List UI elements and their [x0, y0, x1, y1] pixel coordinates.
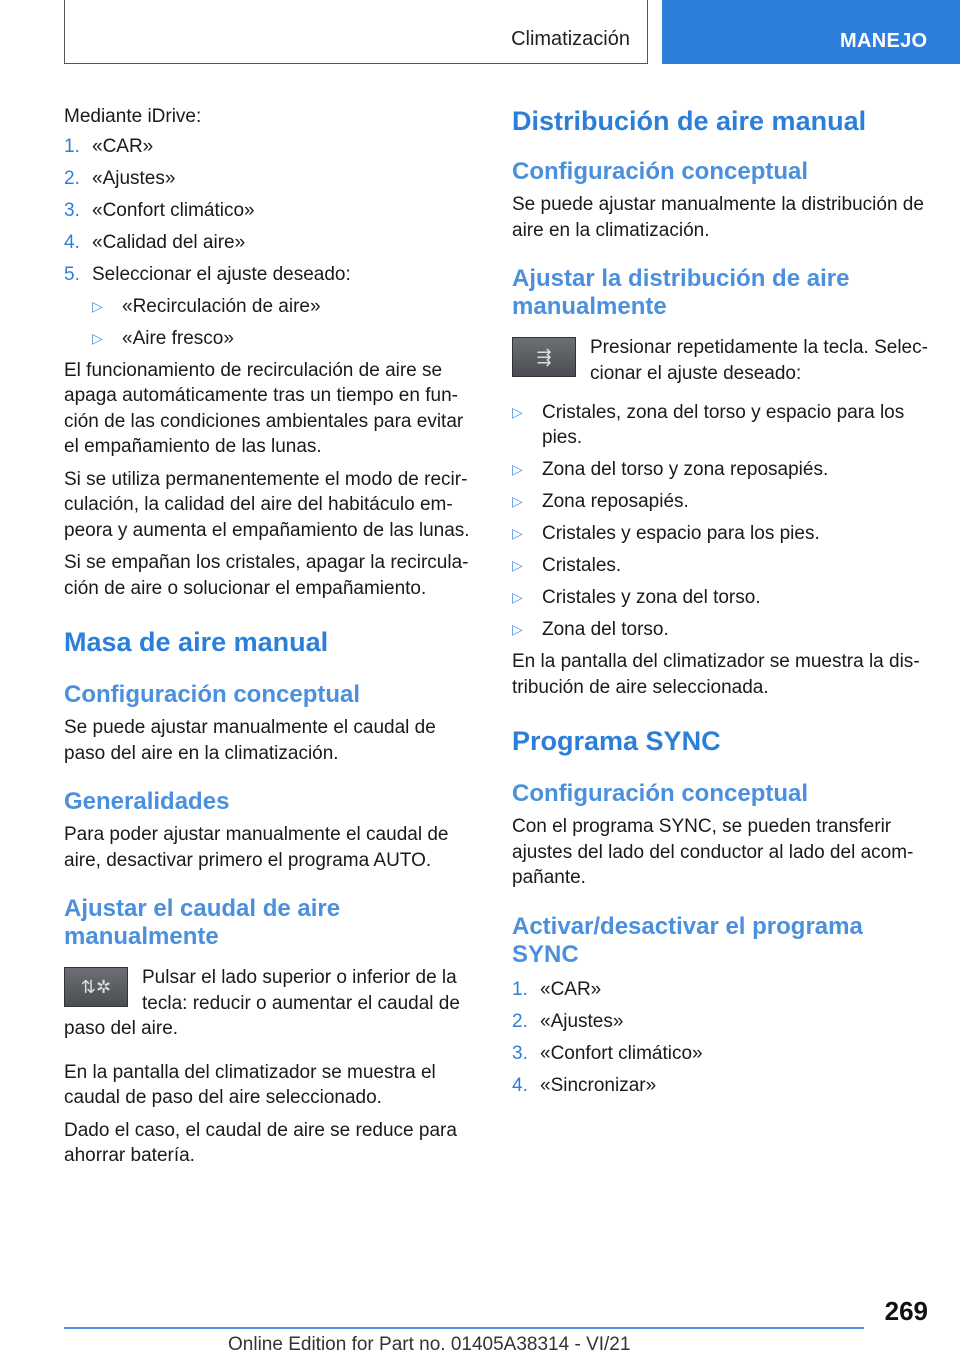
paragraph: En la pantalla del climatizador se muestra el caudal de paso del aire seleccionado.	[64, 1061, 436, 1108]
page-number: 269	[884, 1296, 928, 1326]
list-item: ▷ Zona del torso.	[512, 619, 669, 640]
paragraph: En la pantalla del climatizador se muestra la distribución de aire seleccionada.	[512, 651, 920, 698]
list-item: ▷ «Aire fresco»	[92, 327, 234, 349]
list-item	[512, 1073, 932, 1098]
paragraph: Pulsar el lado superior o inferior de la tecla: reducir o aumentar el caudal de paso del aire.	[64, 967, 460, 1039]
list-item: ▷ Cristales.	[512, 555, 622, 576]
step-text: «CAR»	[92, 135, 154, 157]
paragraph: Se puede ajustar manualmente el caudal de paso del aire en la climatización.	[64, 717, 436, 764]
list-item: ▷ Cristales y espacio para los pies.	[512, 523, 820, 544]
air-distribution-button-icon: ⇶	[512, 337, 576, 377]
edition-text: Online Edition for Part no. 01405A38314 - VI/21	[228, 1334, 631, 1355]
list-item: ▷ «Recirculación de aire»	[92, 295, 321, 317]
paragraph: Presionar repetidamente la tecla. Seleccionar el ajuste deseado:	[590, 337, 928, 384]
list-item	[64, 134, 476, 159]
sync-steps	[512, 977, 932, 1098]
step-number: 2.	[64, 167, 80, 189]
step-text: «Calidad del aire»	[92, 231, 246, 253]
step-text: «Ajustes»	[540, 1010, 624, 1032]
list-item	[64, 262, 476, 287]
step-number: 4.	[512, 1074, 528, 1096]
footer-divider	[64, 1327, 864, 1329]
step-number: 4.	[64, 231, 80, 253]
bullet-triangle-icon: ▷	[512, 461, 523, 477]
step-text: «Confort climático»	[92, 199, 255, 221]
list-item: ▷ Zona del torso y zona reposapiés.	[512, 459, 829, 480]
bullet-triangle-icon: ▷	[512, 557, 523, 573]
bullet-triangle-icon: ▷	[512, 525, 523, 541]
list-item	[512, 1041, 932, 1066]
paragraph: Dado el caso, el caudal de aire se reduce para ahorrar batería.	[64, 1119, 457, 1166]
distribution-options	[512, 400, 932, 642]
bullet-triangle-icon: ▷	[92, 329, 103, 346]
paragraph: Se puede ajustar manualmente la distribución de aire en la climatización.	[512, 194, 924, 241]
list-item: ▷ Cristales y zona del torso.	[512, 587, 761, 608]
paragraph: Si se utiliza permanentemente el modo de recirculación, la calidad del aire del habitáculo empeora y aumenta el empañamiento de las lunas.	[64, 468, 470, 541]
subsection-heading: Activar/desactivar el programa SYNC	[512, 912, 863, 968]
fan-button-icon: ⇅✲	[64, 967, 128, 1007]
right-column	[512, 104, 932, 1105]
step-text: «Confort climático»	[540, 1042, 703, 1064]
list-item	[64, 166, 476, 191]
bullet-triangle-icon: ▷	[512, 621, 523, 637]
paragraph: El funcionamiento de recirculación de aire se apaga automáticamente tras un tiempo en función de las condiciones ambientales para evitar el empañamiento de las lunas.	[64, 359, 464, 457]
step-text: «Sincronizar»	[540, 1074, 657, 1096]
step-text: «Ajustes»	[92, 167, 176, 189]
subsection-heading: Configuración conceptual	[512, 780, 809, 807]
subsection-heading: Ajustar la distribución de aire manualmente	[512, 265, 850, 320]
intro-text: Mediante iDrive:	[64, 106, 202, 127]
section-title: Climatización	[511, 28, 630, 50]
bullet-triangle-icon: ▷	[512, 493, 523, 509]
step-text: Seleccionar el ajuste deseado:	[92, 263, 351, 285]
left-column	[64, 104, 476, 1169]
chapter-tab[interactable]: MANEJO	[662, 0, 960, 64]
step-number: 5.	[64, 263, 80, 285]
section-heading: Programa SYNC	[512, 726, 721, 756]
list-item: ▷ Zona reposapiés.	[512, 491, 689, 512]
list-item	[64, 198, 476, 223]
bullet-triangle-icon: ▷	[512, 589, 523, 605]
bullet-triangle-icon: ▷	[92, 297, 103, 314]
subsection-heading: Configuración conceptual	[64, 681, 361, 708]
paragraph: Con el programa SYNC, se pueden transferir ajustes del lado del conductor al lado del acompañante.	[512, 816, 914, 888]
list-item	[512, 977, 932, 1002]
section-heading: Masa de aire manual	[64, 627, 329, 657]
step-text: «CAR»	[540, 978, 602, 1000]
section-heading: Distribución de aire manual	[512, 106, 867, 136]
paragraph: Para poder ajustar manualmente el caudal de aire, desactivar primero el programa AUTO.	[64, 824, 449, 871]
step-number: 2.	[512, 1010, 528, 1032]
subsection-heading: Ajustar el caudal de aire manualmente	[64, 895, 341, 950]
paragraph: Si se empañan los cristales, apagar la recirculación de aire o solucionar el empañamiento.	[64, 552, 469, 599]
subsection-heading: Configuración conceptual	[512, 158, 809, 185]
subsection-heading: Generalidades	[64, 788, 230, 815]
bullet-triangle-icon: ▷	[512, 404, 523, 420]
list-item	[64, 230, 476, 255]
idrive-steps	[64, 134, 476, 287]
sub-options	[92, 294, 476, 351]
step-number: 3.	[64, 199, 80, 221]
list-item: ▷ Cristales, zona del torso y espacio para los pies.	[512, 402, 905, 448]
step-number: 1.	[64, 135, 80, 157]
list-item	[512, 1009, 932, 1034]
step-number: 3.	[512, 1042, 528, 1064]
step-number: 1.	[512, 978, 528, 1000]
